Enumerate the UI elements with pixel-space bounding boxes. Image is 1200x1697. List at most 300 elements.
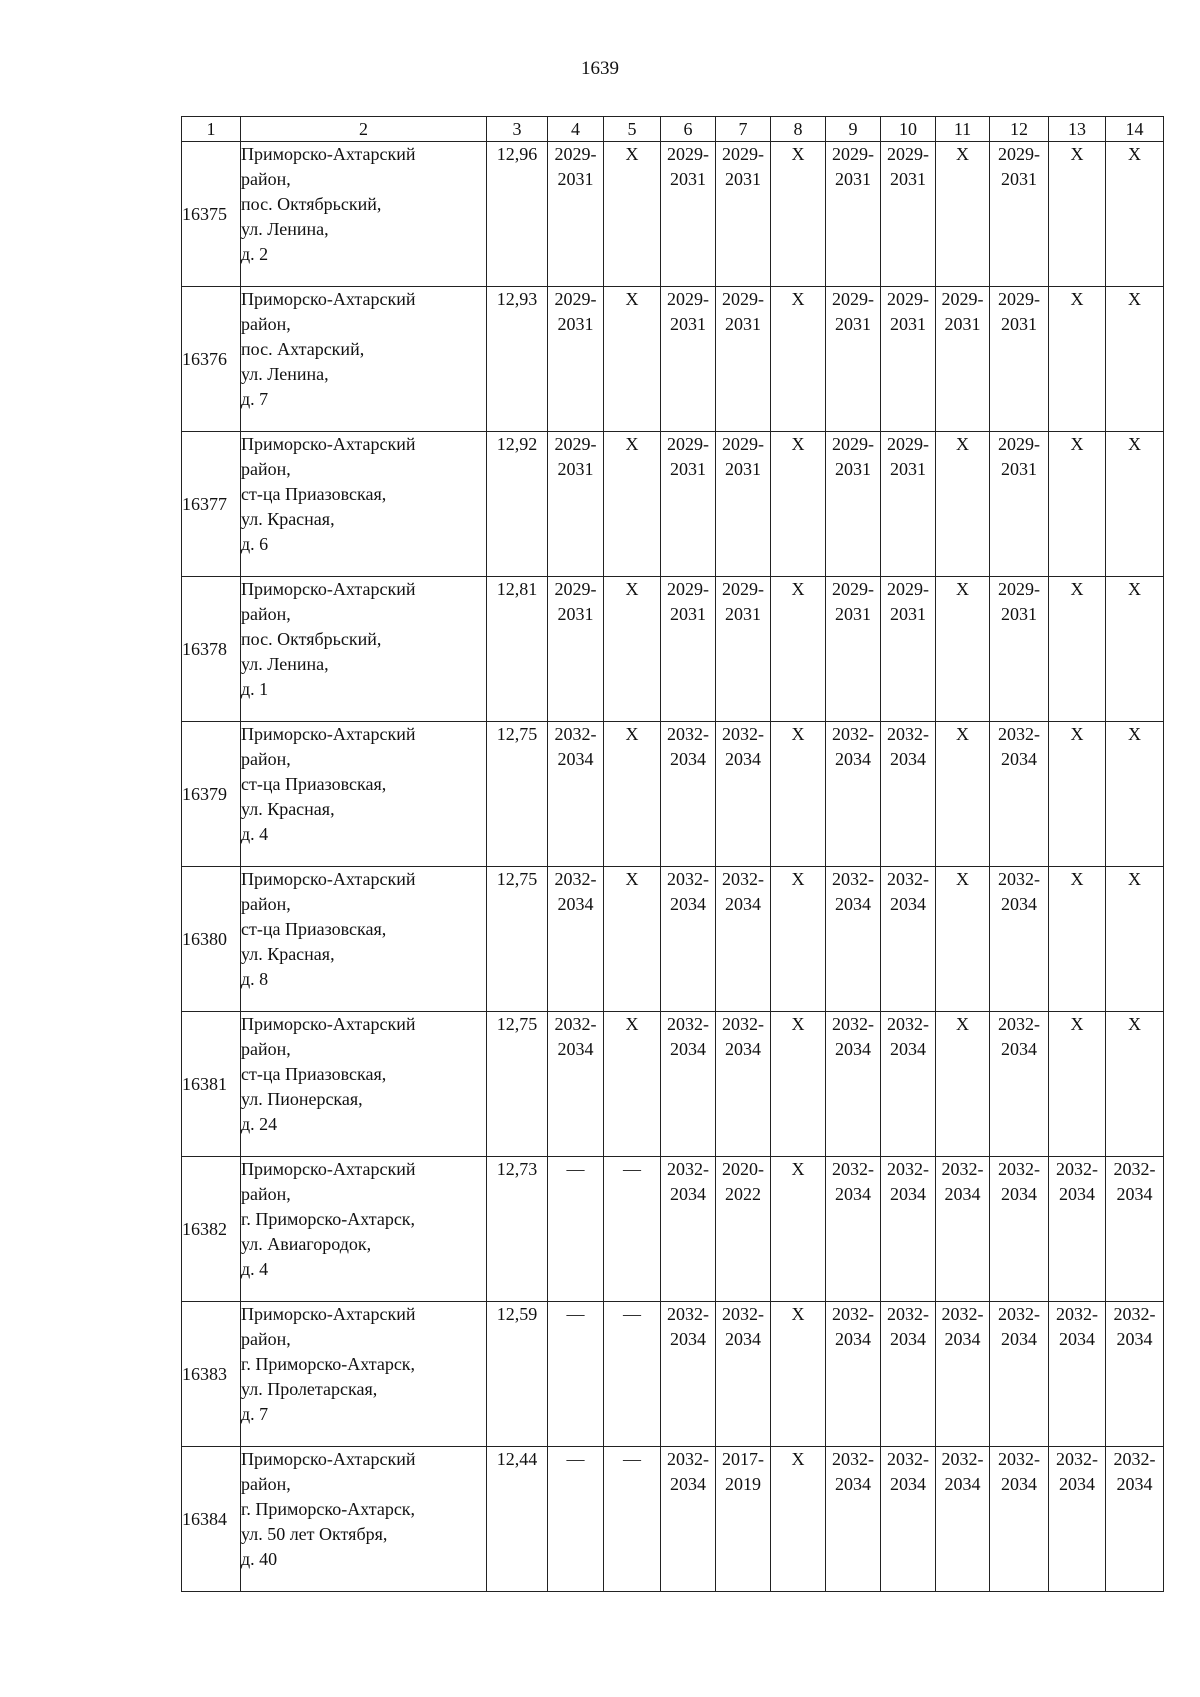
address-line: ул. Пролетарская, (241, 1379, 378, 1399)
period-line: Х (1128, 724, 1141, 744)
column-header-3: 3 (487, 117, 548, 142)
period-line: 2032- (1113, 1304, 1156, 1324)
period-line: — (623, 1159, 641, 1179)
period-cell-col-11 (936, 1012, 990, 1157)
address-line: Приморско-Ахтарский (241, 1014, 416, 1034)
period-cell-col-12 (990, 722, 1049, 867)
address-line: ст-ца Приазовская, (241, 774, 387, 794)
period-line: 2032- (887, 869, 929, 889)
period-line: 2032- (941, 1159, 984, 1179)
period-line: 2029- (722, 579, 764, 599)
row-number: 16379 (182, 722, 241, 867)
period-cell-col-9 (826, 287, 881, 432)
period-cell-col-10 (881, 577, 936, 722)
row-number: 16377 (182, 432, 241, 577)
period-line: 2032- (998, 724, 1040, 744)
value-cell: 12,75 (487, 1012, 548, 1157)
address-line: г. Приморско-Ахтарск, (241, 1354, 416, 1374)
period-line: Х (791, 579, 805, 599)
period-line: 2034 (557, 1039, 594, 1059)
period-line: 2034 (944, 1184, 981, 1204)
period-cell-col-11 (936, 867, 990, 1012)
address-line: район, (241, 1039, 291, 1059)
address-line: ул. Красная, (241, 944, 335, 964)
period-line: Х (791, 434, 805, 454)
address-line: Приморско-Ахтарский (241, 144, 416, 164)
period-cell-col-14 (1106, 1012, 1164, 1157)
address-line: ул. Красная, (241, 799, 335, 819)
period-line: 2031 (835, 314, 871, 334)
period-line: 2029- (887, 289, 929, 309)
period-line: 2031 (890, 314, 926, 334)
address-line: Приморско-Ахтарский (241, 289, 416, 309)
period-line: 2034 (670, 1184, 706, 1204)
period-line: 2031 (557, 604, 594, 624)
address-cell (241, 432, 487, 577)
period-cell-col-4 (548, 1012, 604, 1157)
period-line: 2031 (835, 459, 871, 479)
period-line: Х (625, 579, 639, 599)
period-line: 2029- (667, 144, 709, 164)
period-line: 2029- (998, 289, 1040, 309)
period-line: 2032- (998, 1014, 1040, 1034)
value-cell: 12,93 (487, 287, 548, 432)
address-line: г. Приморско-Ахтарск, (241, 1499, 416, 1519)
address-line: д. 2 (241, 244, 269, 264)
period-line: 2034 (1001, 1329, 1037, 1349)
period-cell-col-4 (548, 1302, 604, 1447)
period-line: — (566, 1159, 585, 1179)
column-header-1: 1 (182, 117, 241, 142)
period-cell-col-14 (1106, 287, 1164, 432)
period-cell-col-12 (990, 1157, 1049, 1302)
period-line: 2032- (667, 869, 709, 889)
period-line: 2017- (722, 1449, 764, 1469)
address-line: Приморско-Ахтарский (241, 724, 416, 744)
period-line: 2029- (554, 144, 597, 164)
period-cell-col-6 (661, 287, 716, 432)
period-line: — (623, 1304, 641, 1324)
address-line: ул. Авиагородок, (241, 1234, 372, 1254)
period-line: 2034 (670, 1039, 706, 1059)
period-line: 2034 (670, 894, 706, 914)
period-line: 2029- (722, 289, 764, 309)
period-cell-col-5 (604, 1012, 661, 1157)
period-line: 2031 (670, 604, 706, 624)
address-line: район, (241, 459, 291, 479)
period-cell-col-7 (716, 577, 771, 722)
address-line: пос. Октябрьский, (241, 629, 382, 649)
address-line: район, (241, 314, 291, 334)
value-cell: 12,92 (487, 432, 548, 577)
period-cell-col-14 (1106, 722, 1164, 867)
period-cell-col-10 (881, 1447, 936, 1592)
period-cell-col-4 (548, 142, 604, 287)
period-line: 2031 (725, 169, 761, 189)
period-cell-col-11 (936, 1447, 990, 1592)
period-line: 2031 (890, 604, 926, 624)
address-line: ст-ца Приазовская, (241, 1064, 387, 1084)
period-line: — (566, 1304, 585, 1324)
address-line: д. 6 (241, 534, 269, 554)
period-cell-col-6 (661, 1012, 716, 1157)
period-line: 2029- (998, 434, 1040, 454)
period-cell-col-7 (716, 1447, 771, 1592)
period-cell-col-11 (936, 577, 990, 722)
period-line: 2029- (887, 579, 929, 599)
period-line: 2034 (670, 1329, 706, 1349)
period-line: Х (1128, 579, 1141, 599)
address-cell (241, 142, 487, 287)
period-line: 2029- (832, 579, 874, 599)
period-line: 2034 (890, 1474, 926, 1494)
column-header-14: 14 (1106, 117, 1164, 142)
table-row (182, 1447, 1164, 1592)
period-cell-col-8 (771, 867, 826, 1012)
period-cell-col-6 (661, 722, 716, 867)
period-line: 2031 (557, 314, 594, 334)
period-line: Х (791, 289, 805, 309)
period-line: 2032- (1056, 1449, 1098, 1469)
value-cell: 12,81 (487, 577, 548, 722)
period-line: Х (625, 1014, 639, 1034)
period-cell-col-13 (1049, 287, 1106, 432)
period-cell-col-6 (661, 142, 716, 287)
period-line: 2032- (667, 1304, 709, 1324)
column-header-6: 6 (661, 117, 716, 142)
period-cell-col-4 (548, 1447, 604, 1592)
period-cell-col-12 (990, 867, 1049, 1012)
period-line: 2034 (835, 1474, 871, 1494)
period-line: Х (1070, 434, 1084, 454)
period-line: 2032- (667, 724, 709, 744)
column-header-8: 8 (771, 117, 826, 142)
column-header-2: 2 (241, 117, 487, 142)
period-line: — (623, 1449, 641, 1469)
period-line: 2034 (890, 1184, 926, 1204)
period-line: 2032- (722, 724, 764, 744)
period-line: 2032- (832, 724, 874, 744)
period-line: 2032- (887, 1304, 929, 1324)
period-line: 2029- (667, 289, 709, 309)
period-cell-col-8 (771, 432, 826, 577)
period-cell-col-11 (936, 722, 990, 867)
period-cell-col-5 (604, 722, 661, 867)
period-line: Х (625, 144, 639, 164)
address-cell (241, 1302, 487, 1447)
period-cell-col-6 (661, 1302, 716, 1447)
address-line: д. 4 (241, 824, 269, 844)
value-cell: 12,75 (487, 722, 548, 867)
period-line: 2034 (835, 1329, 871, 1349)
period-line: 2032- (667, 1159, 709, 1179)
period-cell-col-8 (771, 1302, 826, 1447)
table-body (182, 117, 1164, 1592)
period-line: 2029- (832, 434, 874, 454)
column-header-4: 4 (548, 117, 604, 142)
period-line: Х (1128, 869, 1141, 889)
period-cell-col-7 (716, 867, 771, 1012)
period-line: Х (791, 724, 805, 744)
period-cell-col-13 (1049, 432, 1106, 577)
period-cell-col-9 (826, 1157, 881, 1302)
period-line: Х (1070, 1014, 1084, 1034)
address-line: д. 7 (241, 389, 269, 409)
period-line: 2031 (670, 459, 706, 479)
period-line: 2032- (887, 1449, 929, 1469)
period-line: Х (791, 1449, 805, 1469)
period-line: Х (1128, 1014, 1141, 1034)
period-cell-col-4 (548, 577, 604, 722)
column-header-9: 9 (826, 117, 881, 142)
period-line: 2034 (1001, 894, 1037, 914)
address-line: ул. Ленина, (241, 219, 329, 239)
period-cell-col-8 (771, 1447, 826, 1592)
period-line: 2032- (832, 1014, 874, 1034)
row-number: 16384 (182, 1447, 241, 1592)
period-cell-col-10 (881, 287, 936, 432)
period-line: 2032- (722, 869, 764, 889)
address-line: пос. Октябрьский, (241, 194, 382, 214)
period-cell-col-13 (1049, 1447, 1106, 1592)
row-number: 16376 (182, 287, 241, 432)
period-line: 2034 (835, 749, 871, 769)
period-cell-col-6 (661, 432, 716, 577)
address-line: Приморско-Ахтарский (241, 1159, 416, 1179)
period-cell-col-7 (716, 1012, 771, 1157)
period-line: 2034 (725, 1329, 761, 1349)
period-line: 2031 (835, 604, 871, 624)
period-cell-col-13 (1049, 142, 1106, 287)
address-line: район, (241, 749, 291, 769)
period-line: 2034 (1001, 1474, 1037, 1494)
period-cell-col-4 (548, 432, 604, 577)
period-line: 2020- (722, 1159, 764, 1179)
column-header-12: 12 (990, 117, 1049, 142)
row-number: 16381 (182, 1012, 241, 1157)
period-cell-col-8 (771, 1012, 826, 1157)
period-line: 2029- (667, 579, 709, 599)
period-line: 2029- (554, 434, 597, 454)
period-line: 2031 (670, 314, 706, 334)
period-line: Х (956, 724, 969, 744)
address-cell (241, 1447, 487, 1592)
table-row (182, 867, 1164, 1012)
period-cell-col-5 (604, 1302, 661, 1447)
period-cell-col-12 (990, 287, 1049, 432)
address-line: район, (241, 1184, 291, 1204)
period-cell-col-14 (1106, 1302, 1164, 1447)
period-line: 2034 (670, 749, 706, 769)
period-line: 2032- (667, 1449, 709, 1469)
period-line: 2029- (887, 144, 929, 164)
address-line: ул. Ленина, (241, 654, 329, 674)
column-header-11: 11 (936, 117, 990, 142)
period-line: 2032- (998, 1159, 1040, 1179)
period-line: 2034 (1059, 1184, 1095, 1204)
period-cell-col-7 (716, 432, 771, 577)
address-line: район, (241, 1474, 291, 1494)
period-line: 2034 (944, 1329, 981, 1349)
period-line: 2034 (1001, 1039, 1037, 1059)
value-cell: 12,44 (487, 1447, 548, 1592)
period-line: 2034 (890, 1329, 926, 1349)
period-line: — (566, 1449, 585, 1469)
period-cell-col-14 (1106, 1447, 1164, 1592)
period-line: 2032- (554, 869, 597, 889)
period-cell-col-4 (548, 1157, 604, 1302)
period-cell-col-7 (716, 142, 771, 287)
address-line: ул. Пионерская, (241, 1089, 363, 1109)
address-line: ст-ца Приазовская, (241, 919, 387, 939)
period-cell-col-8 (771, 142, 826, 287)
period-line: 2031 (557, 169, 594, 189)
period-cell-col-14 (1106, 142, 1164, 287)
period-line: 2032- (941, 1304, 984, 1324)
period-line: 2032- (887, 724, 929, 744)
period-cell-col-8 (771, 722, 826, 867)
period-cell-col-6 (661, 1447, 716, 1592)
period-line: 2031 (557, 459, 594, 479)
row-number: 16378 (182, 577, 241, 722)
period-cell-col-11 (936, 432, 990, 577)
period-line: 2034 (1059, 1329, 1095, 1349)
period-line: 2029- (722, 144, 764, 164)
table-row (182, 432, 1164, 577)
period-line: 2032- (1113, 1159, 1156, 1179)
period-line: 2032- (832, 869, 874, 889)
table-row (182, 1012, 1164, 1157)
address-line: район, (241, 169, 291, 189)
address-line: район, (241, 604, 291, 624)
address-line: д. 7 (241, 1404, 269, 1424)
address-cell (241, 722, 487, 867)
column-header-5: 5 (604, 117, 661, 142)
row-number: 16375 (182, 142, 241, 287)
period-line: 2034 (835, 1184, 871, 1204)
period-cell-col-5 (604, 1157, 661, 1302)
address-line: район, (241, 1329, 291, 1349)
address-cell (241, 1012, 487, 1157)
period-cell-col-14 (1106, 432, 1164, 577)
period-cell-col-13 (1049, 1302, 1106, 1447)
period-line: Х (956, 434, 969, 454)
table-row (182, 1302, 1164, 1447)
period-cell-col-6 (661, 577, 716, 722)
period-line: Х (1128, 144, 1141, 164)
period-line: Х (1070, 289, 1084, 309)
period-line: 2031 (890, 169, 926, 189)
period-line: 2032- (832, 1449, 874, 1469)
period-cell-col-11 (936, 1157, 990, 1302)
period-line: 2029- (667, 434, 709, 454)
column-header-7: 7 (716, 117, 771, 142)
period-line: 2034 (670, 1474, 706, 1494)
period-cell-col-10 (881, 1302, 936, 1447)
period-line: Х (625, 724, 639, 744)
column-header-13: 13 (1049, 117, 1106, 142)
period-line: 2019 (725, 1474, 761, 1494)
period-cell-col-12 (990, 577, 1049, 722)
period-line: Х (1070, 724, 1084, 744)
address-line: пос. Ахтарский, (241, 339, 365, 359)
period-cell-col-5 (604, 577, 661, 722)
page-number: 1639 (581, 58, 619, 79)
address-cell (241, 287, 487, 432)
address-line: д. 40 (241, 1549, 278, 1569)
period-line: Х (1128, 289, 1141, 309)
period-line: Х (791, 1014, 805, 1034)
period-cell-col-9 (826, 577, 881, 722)
table-row (182, 287, 1164, 432)
period-line: 2034 (1059, 1474, 1095, 1494)
period-line: Х (791, 1159, 805, 1179)
period-cell-col-9 (826, 722, 881, 867)
period-cell-col-4 (548, 867, 604, 1012)
table-row (182, 577, 1164, 722)
period-cell-col-13 (1049, 1012, 1106, 1157)
period-cell-col-5 (604, 287, 661, 432)
period-line: 2034 (1001, 749, 1037, 769)
period-line: 2032- (998, 1449, 1040, 1469)
period-cell-col-10 (881, 867, 936, 1012)
period-line: 2034 (1116, 1184, 1153, 1204)
period-line: Х (625, 289, 639, 309)
period-line: 2034 (835, 894, 871, 914)
value-cell: 12,73 (487, 1157, 548, 1302)
period-cell-col-6 (661, 867, 716, 1012)
period-line: 2022 (725, 1184, 761, 1204)
period-cell-col-10 (881, 1012, 936, 1157)
period-line: 2032- (998, 1304, 1040, 1324)
period-cell-col-13 (1049, 577, 1106, 722)
row-number: 16382 (182, 1157, 241, 1302)
address-line: д. 1 (241, 679, 269, 699)
period-cell-col-13 (1049, 867, 1106, 1012)
period-line: 2029- (554, 289, 597, 309)
period-line: 2032- (722, 1014, 764, 1034)
period-cell-col-9 (826, 1302, 881, 1447)
period-line: 2032- (1056, 1159, 1098, 1179)
table-row (182, 1157, 1164, 1302)
period-cell-col-12 (990, 1447, 1049, 1592)
period-line: Х (791, 144, 805, 164)
period-line: 2032- (554, 1014, 597, 1034)
table-row (182, 722, 1164, 867)
period-cell-col-10 (881, 722, 936, 867)
period-line: 2031 (1001, 169, 1037, 189)
period-cell-col-5 (604, 142, 661, 287)
period-line: Х (625, 869, 639, 889)
period-line: 2032- (887, 1014, 929, 1034)
period-line: 2031 (890, 459, 926, 479)
period-cell-col-12 (990, 1012, 1049, 1157)
period-line: 2034 (725, 749, 761, 769)
period-line: 2031 (1001, 459, 1037, 479)
period-cell-col-11 (936, 142, 990, 287)
period-cell-col-9 (826, 432, 881, 577)
table-row (182, 142, 1164, 287)
period-cell-col-14 (1106, 867, 1164, 1012)
period-cell-col-9 (826, 1447, 881, 1592)
period-line: 2031 (1001, 604, 1037, 624)
period-line: 2031 (725, 314, 761, 334)
period-line: 2029- (832, 289, 874, 309)
address-line: Приморско-Ахтарский (241, 434, 416, 454)
row-number: 16383 (182, 1302, 241, 1447)
period-line: 2034 (890, 894, 926, 914)
period-cell-col-10 (881, 1157, 936, 1302)
